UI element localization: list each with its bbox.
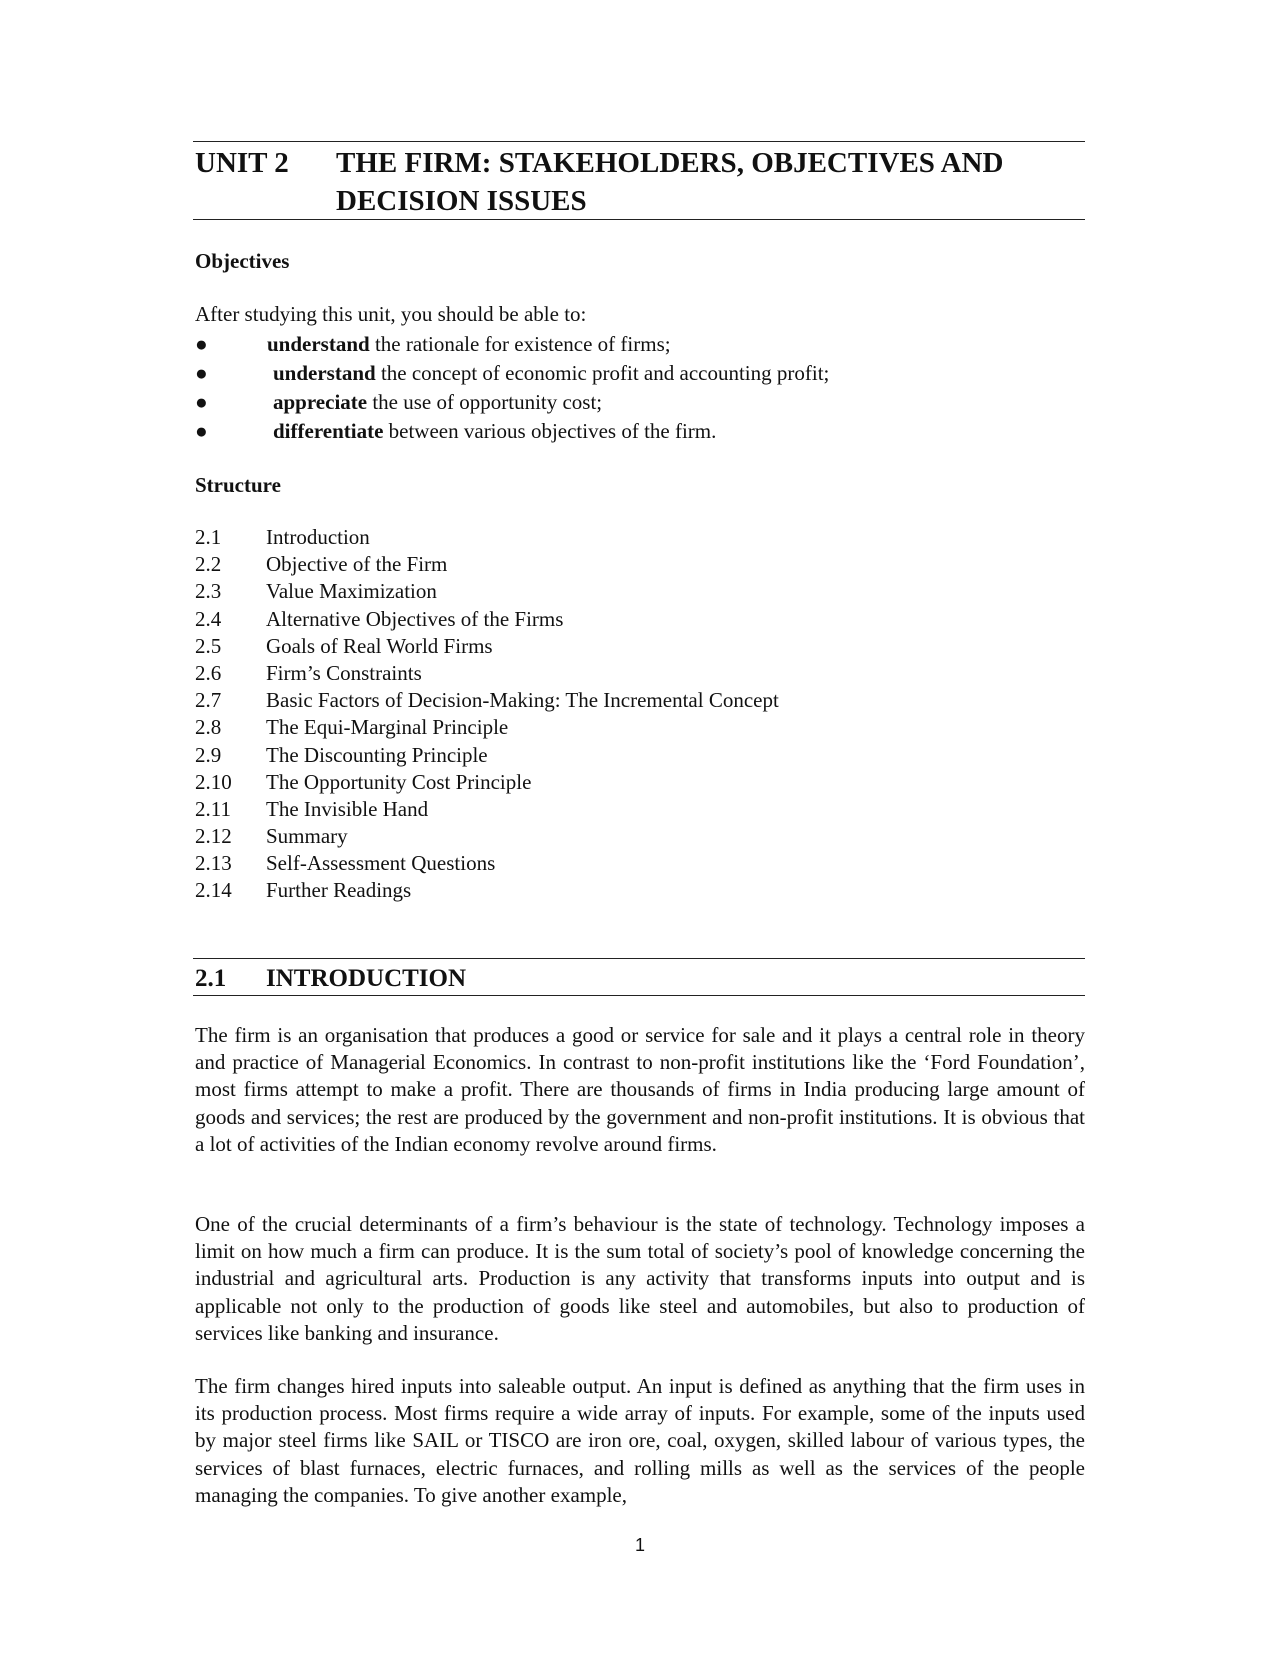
toc-item [195, 551, 1085, 578]
bullet-icon: ● [195, 419, 208, 443]
toc-title: Alternative Objectives of the Firms [266, 606, 564, 631]
objectives-intro: After studying this unit, you should be able to: [195, 302, 587, 326]
bullet-icon: ● [195, 361, 208, 385]
objective-term: appreciate [273, 390, 368, 414]
unit-top-rule [193, 141, 1085, 142]
toc-title: Basic Factors of Decision-Making: The Incremental Concept [266, 688, 779, 713]
toc-number: 2.6 [195, 660, 222, 685]
bullet-icon: ● [195, 332, 208, 356]
toc-number: 2.8 [195, 715, 222, 740]
toc-number: 2.4 [195, 606, 222, 631]
objective-item [195, 417, 1085, 446]
objective-rest: the concept of economic profit and accounting profit; [375, 361, 830, 385]
toc-number: 2.11 [195, 796, 231, 821]
toc-number: 2.3 [195, 579, 222, 604]
toc-item [195, 578, 1085, 605]
toc-number: 2.12 [195, 824, 232, 849]
toc-item [195, 714, 1085, 741]
toc-title: Summary [266, 824, 348, 849]
objective-rest: the use of opportunity cost; [367, 390, 603, 414]
toc-item [195, 633, 1085, 660]
objective-rest: the rationale for existence of firms; [369, 332, 671, 356]
toc-title: Further Readings [266, 878, 412, 903]
toc-item [195, 606, 1085, 633]
toc-item [195, 877, 1085, 904]
toc-number: 2.14 [195, 878, 232, 903]
toc-item [195, 687, 1085, 714]
objective-item [195, 388, 1085, 417]
objective-item [195, 359, 1085, 388]
section-top-rule [193, 958, 1085, 959]
toc-number: 2.9 [195, 742, 222, 767]
toc-item [195, 742, 1085, 769]
toc-number: 2.5 [195, 633, 222, 658]
section-number: 2.1 [195, 965, 227, 992]
toc-title: The Opportunity Cost Principle [266, 769, 532, 794]
toc-item [195, 769, 1085, 796]
toc-title: The Invisible Hand [266, 796, 429, 821]
objective-rest: between various objectives of the firm. [383, 419, 717, 443]
objectives-list [195, 330, 1085, 446]
objective-term: understand [273, 361, 376, 385]
paragraph: One of the crucial determinants of a firm’s behaviour is the state of technology. Technology imposes a limit on how much a firm can produce. It is the sum total of society’s pool of knowledge concerning the industrial and agricultural arts. Production is any activity that transforms inputs into output and is applicable not only to the production of goods like steel and automobiles, but also to production of services like banking and insurance. [195, 1212, 1085, 1345]
section-title: INTRODUCTION [266, 965, 467, 992]
unit-number: UNIT 2 [195, 147, 289, 179]
objectives-heading: Objectives [195, 249, 290, 273]
toc-number: 2.7 [195, 688, 222, 713]
toc-item [195, 850, 1085, 877]
objective-text [273, 388, 602, 417]
toc-number: 2.2 [195, 552, 222, 577]
paragraph: The firm is an organisation that produces a good or service for sale and it plays a central role in theory and practice of Managerial Economics. In contrast to non-profit institutions like the ‘Ford Foundation’, most firms attempt to make a profit. There are thousands of firms in India producing large amount of goods and services; the rest are produced by the government and non-profit institutions. It is obvious that a lot of activities of the Indian economy revolve around firms. [195, 1023, 1085, 1156]
toc-number: 2.13 [195, 851, 232, 876]
toc-title: Goals of Real World Firms [266, 633, 493, 658]
bullet-icon: ● [195, 390, 208, 414]
unit-bottom-rule [193, 219, 1085, 220]
objective-term: understand [267, 332, 370, 356]
toc-number: 2.10 [195, 769, 232, 794]
toc-item [195, 660, 1085, 687]
objective-text [267, 330, 671, 359]
page-number: 1 [634, 1535, 645, 1555]
paragraph: The firm changes hired inputs into saleable output. An input is defined as anything that the firm uses in its production process. Most firms require a wide array of inputs. For example, some of the inputs used by major steel firms like SAIL or TISCO are iron ore, coal, oxygen, skilled labour of various types, the services of blast furnaces, electric furnaces, and rolling mills as well as the services of the people managing the companies. To give another example, [195, 1374, 1085, 1507]
toc-title: The Discounting Principle [266, 742, 488, 767]
unit-title: THE FIRM: STAKEHOLDERS, OBJECTIVES AND DECISION ISSUES [336, 147, 1004, 217]
toc-number: 2.1 [195, 525, 222, 549]
toc-item [195, 524, 1085, 551]
structure-heading: Structure [195, 473, 281, 497]
toc-title: The Equi-Marginal Principle [266, 715, 509, 740]
objective-text [273, 359, 829, 388]
toc-title: Value Maximization [266, 579, 437, 604]
objective-item [195, 330, 1085, 359]
section-bottom-rule [193, 995, 1085, 996]
objective-term: differentiate [273, 419, 384, 443]
toc-item [195, 796, 1085, 823]
objective-text [273, 417, 716, 446]
structure-list [195, 524, 1085, 905]
toc-title: Objective of the Firm [266, 552, 448, 577]
toc-title: Firm’s Constraints [266, 660, 422, 685]
toc-title: Introduction [266, 525, 370, 549]
toc-item [195, 823, 1085, 850]
toc-title: Self-Assessment Questions [266, 851, 496, 876]
